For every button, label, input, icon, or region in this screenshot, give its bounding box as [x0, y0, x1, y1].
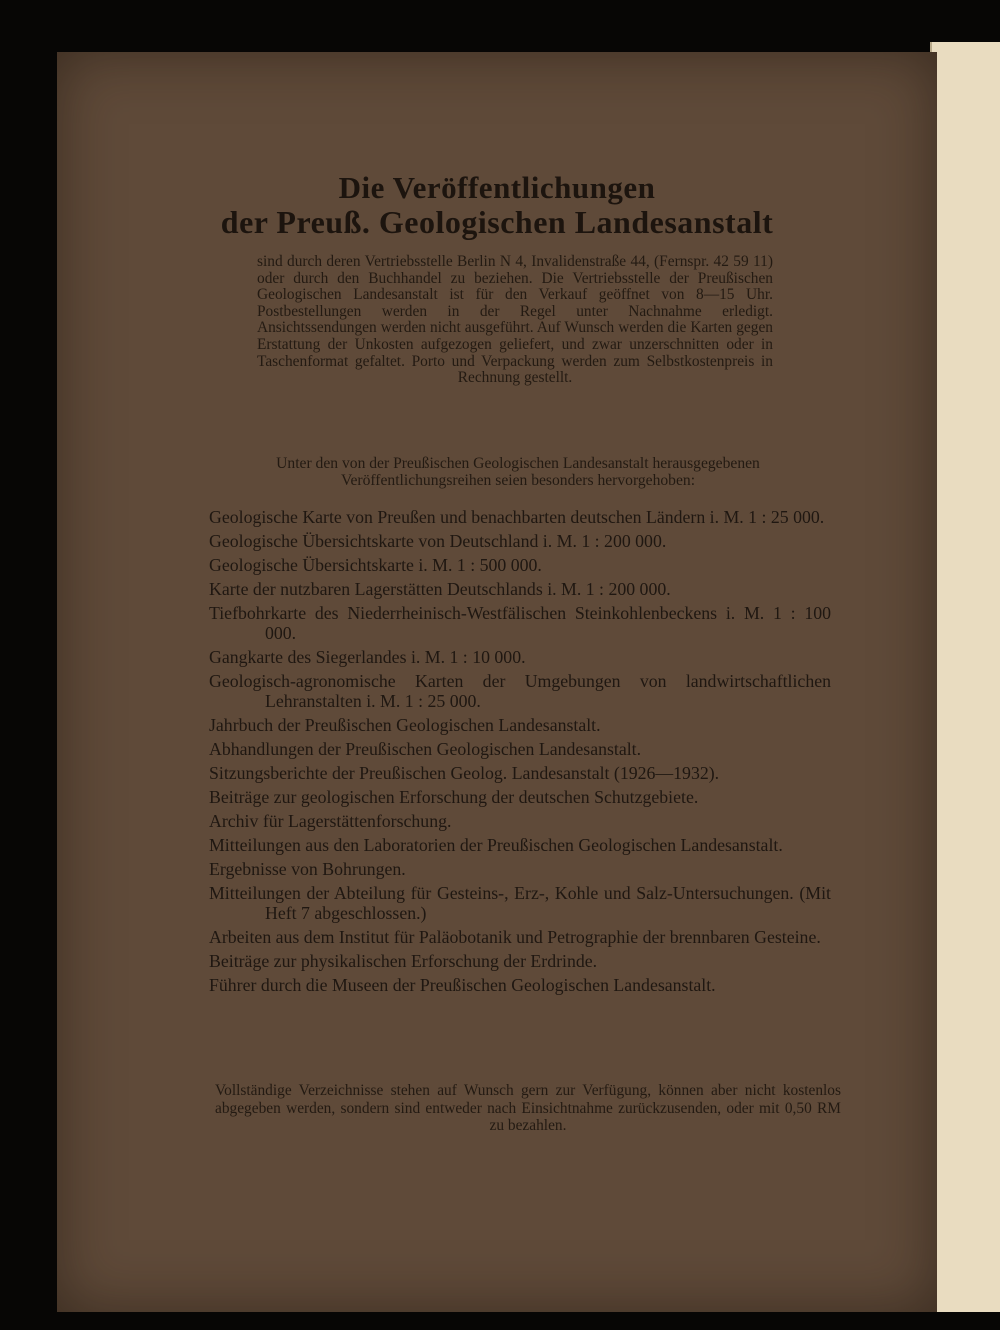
list-item: Geologische Übersichtskarte i. M. 1 : 500 000. [209, 555, 542, 575]
list-item: Gangkarte des Siegerlandes i. M. 1 : 10 000. [209, 647, 526, 667]
list-item: Beiträge zur geologischen Erforschung der deutschen Schutzgebiete. [209, 787, 699, 807]
list-item: Tiefbohrkarte des Niederrheinisch-Westfälischen Steinkohlenbeckens i. M. 1 : 100 000. [209, 603, 831, 643]
list-item: Beiträge zur physikalischen Erforschung der Erdrinde. [209, 951, 598, 971]
intro-paragraph: sind durch deren Vertriebsstelle Berlin N 4, Invalidenstraße 44, (Fernspr. 42 59 11) oder durch den Buchhandel zu beziehen. Die Vertriebsstelle der Preußischen Geologischen Landesanstalt ist für den Verkauf geöffnet von 8—15 Uhr. Postbestellungen werden in der Regel unter Nachnahme erledigt. Ansichtssendungen werden nicht ausgeführt. Auf Wunsch werden die Karten gegen Erstattung der Unkosten aufgezogen geliefert, und zwar unzerschnitten oder in Taschenformat gefaltet. Porto und Verpackung werden zum Selbstkostenpreis in Rechnung gestellt. [257, 253, 773, 387]
publication-list [209, 507, 831, 999]
list-item: Sitzungsberichte der Preußischen Geolog. Landesanstalt (1926—1932). [209, 763, 720, 783]
list-item: Jahrbuch der Preußischen Geologischen Landesanstalt. [209, 715, 601, 735]
list-item: Führer durch die Museen der Preußischen Geologischen Landesanstalt. [209, 975, 716, 995]
list-item: Geologisch-agronomische Karten der Umgebungen von landwirtschaftlichen Lehranstalten i. M. 1 : 25 000. [209, 671, 831, 711]
series-intro: Unter den von der Preußischen Geologischen Landesanstalt herausgegebenen Veröffentlichungsreihen seien besonders hervorgehoben: [276, 455, 760, 489]
title-line-2: der Preuß. Geologischen Landesanstalt [220, 204, 774, 240]
list-item: Ergebnisse von Bohrungen. [209, 859, 406, 879]
list-item: Archiv für Lagerstättenforschung. [209, 811, 452, 831]
list-item: Mitteilungen der Abteilung für Gesteins-, Erz-, Kohle und Salz-Untersuchungen. (Mit Heft 7 abgeschlossen.) [209, 883, 831, 923]
list-item: Geologische Übersichtskarte von Deutschland i. M. 1 : 200 000. [209, 531, 667, 551]
footer-note: Vollständige Verzeichnisse stehen auf Wunsch gern zur Verfügung, können aber nicht kostenlos abgegeben werden, sondern sind entweder nach Einsichtnahme zurückzusenden, oder mit 0,50 RM zu bezahlen. [215, 1082, 841, 1135]
list-item: Karte der nutzbaren Lagerstätten Deutschlands i. M. 1 : 200 000. [209, 579, 671, 599]
adjacent-page-edge [930, 42, 1000, 1312]
list-item: Geologische Karte von Preußen und benachbarten deutschen Ländern i. M. 1 : 25 000. [209, 507, 825, 527]
cover-content [57, 52, 937, 1312]
list-item: Arbeiten aus dem Institut für Paläobotanik und Petrographie der brennbaren Gesteine. [209, 927, 821, 947]
list-item: Abhandlungen der Preußischen Geologischen Landesanstalt. [209, 739, 642, 759]
list-item: Mitteilungen aus den Laboratorien der Preußischen Geologischen Landesanstalt. [209, 835, 783, 855]
title-line-1: Die Veröffentlichungen [338, 170, 656, 205]
back-cover [57, 52, 937, 1312]
